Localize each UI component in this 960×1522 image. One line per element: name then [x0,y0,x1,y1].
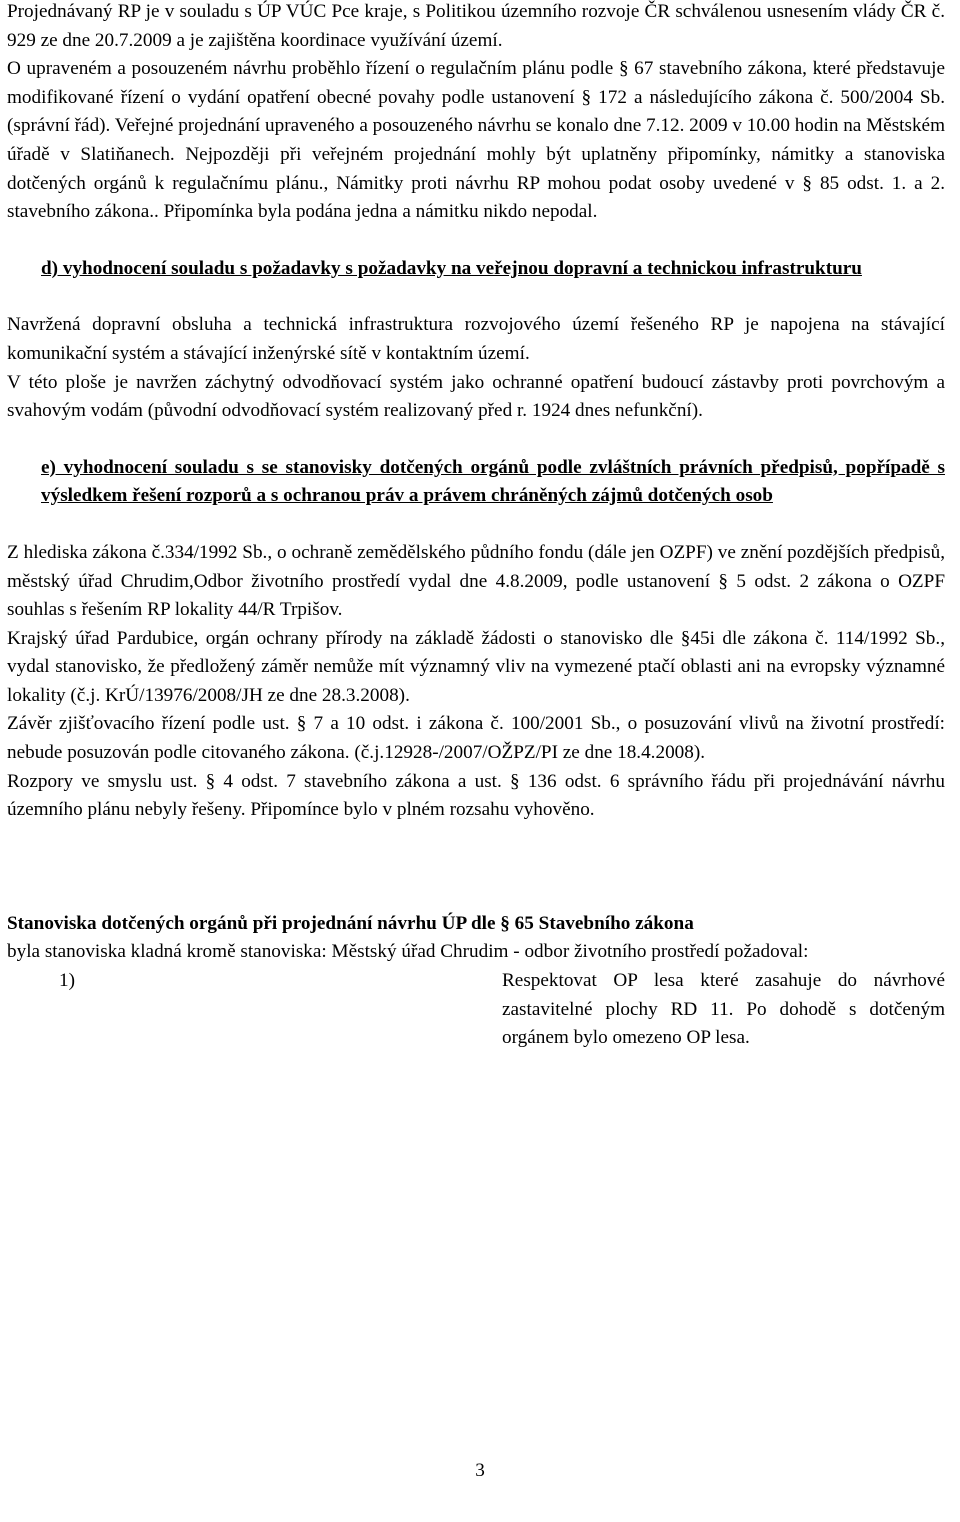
paragraph-coordination: Projednávaný RP je v souladu s ÚP VÚC Pce kraje, s Politikou územního rozvoje ČR schválenou usnesením vlády ČR č. 929 ze dne 20.7.2009 a je zajištěna koordinace využívání území. [7,1,945,51]
paragraph-transport: Navržená dopravní obsluha a technická infrastruktura rozvojového území řešeného RP je napojena na stávající komunikační systém a stávající inženýrské sítě v kontaktním území. [7,314,945,364]
paragraph-drainage: V této ploše je navržen záchytný odvodňovací systém jako ochranné opatření budoucí zástavby proti povrchovým a svahovým vodám (původní odvodňovací systém realizovaný před r. 1924 dnes nefunkční). [7,371,945,422]
paragraph-ozpf: Z hlediska zákona č.334/1992 Sb., o ochraně zemědělského půdního fondu (dále jen OZPF) ve znění pozdějších předpisů, městský úřad Chrudim,Odbor životního prostředí vydal dne 4.8.2009, podle ustanovení § 5 odst. 2 zákona o OZPF souhlas s řešením RP lokality 44/R Trpišov. [7,541,945,621]
paragraph-stanoviska: byla stanoviska kladná kromě stanoviska: Městský úřad Chrudim - odbor životního prostředí požadoval: [7,941,809,963]
document-page [7,0,945,1053]
list-number: 1) [59,970,75,992]
paragraph-disputes: Rozpory ve smyslu ust. § 4 odst. 7 stavebního zákona a ust. § 136 odst. 6 správního řádu při projednávání návrhu územního plánu nebyly řešeny. Připomínce bylo v plném rozsahu vyhověno. [7,770,945,821]
section-heading-e: e) vyhodnocení souladu s se stanovisky dotčených orgánů podle zvláštních právních předpisů, popřípadě s výsledkem řešení rozporů a s ochranou práv a právem chráněných zájmů dotčených osob [41,456,945,507]
page-number: 3 [475,1460,485,1481]
paragraph-nature-protection: Krajský úřad Pardubice, orgán ochrany přírody na základě žádosti o stanovisko dle §45i dle zákona č. 114/1992 Sb., vydal stanovisko, že předložený záměr nemůže mít významný vliv na vymezené ptačí oblasti ani na evropsky významné lokality (č.j. KrÚ/13976/2008/JH ze dne 28.3.2008). [7,627,945,706]
paragraph-eia: Závěr zjišťovacího řízení podle ust. § 7 a 10 odst. i zákona č. 100/2001 Sb., o posuzování vlivů na životní prostředí: nebude posuzován podle citovaného zákona. (č.j.12928-/2007/OŽPZ/PI ze dne 18.4.2008). [7,713,945,764]
list-item [59,967,945,1053]
list-text: Respektovat OP lesa které zasahuje do návrhové zastavitelné plochy RD 11. Po dohodě s dotčeným orgánem bylo omezeno OP lesa. [502,970,945,1049]
section-heading-d: d) vyhodnocení souladu s požadavky s požadavky na veřejnou dopravní a technickou infrastrukturu [41,257,862,279]
bold-heading-stanoviska: Stanoviska dotčených orgánů při projednání návrhu ÚP dle § 65 Stavebního zákona [7,912,694,934]
paragraph-procedure: O upraveném a posouzeném návrhu proběhlo řízení o regulačním plánu podle § 67 stavebního zákona, které představuje modifikované řízení o vydání opatření obecné povahy podle ustanovení § 172 a následujícího zákona č. 500/2004 Sb. (správní řád). Veřejné projednání upraveného a posouzeného návrhu se konalo dne 7.12. 2009 v 10.00 hodin na Městském úřadě v Slatiňanech. Nejpozději při veřejném projednání mohly být uplatněny připomínky, námitky a stanoviska dotčených orgánů k regulačnímu plánu., Námitky proti návrhu RP mohou podat osoby uvedené v § 85 odst. 1. a 2. stavebního zákona.. Připomínka byla podána jedna a námitku nikdo nepodal. [7,58,945,223]
